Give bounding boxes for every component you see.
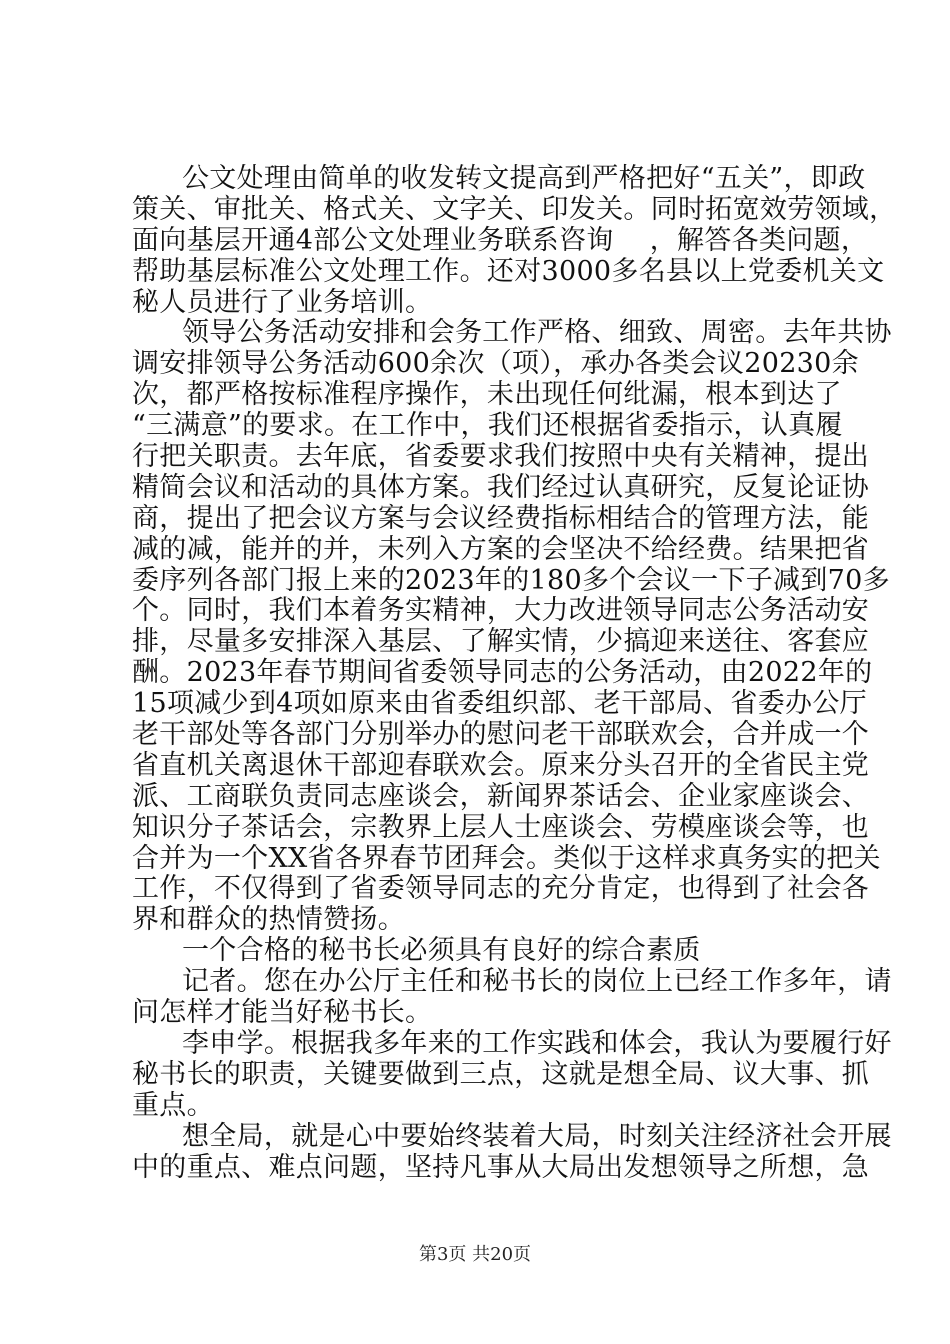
text-line: 知识分子茶话会，宗教界上层人士座谈会、劳模座谈会等，也 [132, 811, 870, 843]
text-line: 领导公务活动安排和会务工作严格、细致、周密。去年共协 [182, 317, 892, 349]
text-line: 问怎样才能当好秘书长。 [132, 997, 433, 1029]
text-line: 合并为一个XX省各界春节团拜会。类似于这样求真务实的把关 [132, 842, 881, 874]
text-line: 调安排领导公务活动600余次（项），承办各类会议20230余 [132, 348, 859, 380]
text-line: 中的重点、难点问题，坚持凡事从大局出发想领导之所想，急 [132, 1151, 870, 1183]
text-line: 精简会议和活动的具体方案。我们经过认真研究，反复论证协 [132, 471, 870, 503]
text-line: 面向基层开通4部公文处理业务联系咨询 ，解答各类问题， [132, 224, 869, 256]
section-heading: 一个合格的秘书长必须具有良好的综合素质 [182, 935, 701, 967]
text-line: 公文处理由简单的收发转文提高到严格把好“五关”，即政 [182, 163, 866, 194]
text-line: 酬。2023年春节期间省委领导同志的公务活动，由2022年的 [132, 657, 873, 689]
text-line: 减的减，能并的并，未列入方案的会坚决不给经费。结果把省 [132, 533, 870, 565]
text-line: 界和群众的热情赞扬。 [132, 904, 405, 936]
text-line: 秘人员进行了业务培训。 [132, 286, 433, 318]
text-line: 帮助基层标准公文处理工作。还对3000多名县以上党委机关文 [132, 255, 885, 287]
document-body [132, 163, 897, 1183]
text-line: 商，提出了把会议方案与会议经费指标相结合的管理方法，能 [132, 502, 870, 534]
text-line: 工作，不仅得到了省委领导同志的充分肯定，也得到了社会各 [132, 873, 870, 905]
text-line: 委序列各部门报上来的2023年的180多个会议一下子减到70多 [132, 564, 890, 596]
text-line: 记者。您在办公厅主任和秘书长的岗位上已经工作多年，请 [182, 966, 892, 998]
text-line: “三满意”的要求。在工作中，我们还根据省委指示，认真履 [132, 410, 843, 442]
text-line: 排，尽量多安排深入基层、了解实情，少搞迎来送往、客套应 [132, 626, 870, 658]
text-line: 15项减少到4项如原来由省委组织部、老干部局、省委办公厅 [132, 688, 867, 720]
text-line: 个。同时，我们本着务实精神，大力改进领导同志公务活动安 [132, 595, 870, 627]
page-footer [0, 1240, 950, 1266]
text-line: 李申学。根据我多年来的工作实践和体会，我认为要履行好 [182, 1027, 892, 1059]
text-line: 次，都严格按标准程序操作，未出现任何纰漏，根本到达了 [132, 379, 842, 411]
page-number-label: 第3页 共20页 [418, 1244, 532, 1265]
text-line: 行把关职责。去年底，省委要求我们按照中央有关精神，提出 [132, 441, 870, 473]
text-line: 老干部处等各部门分别举办的慰问老干部联欢会，合并成一个 [132, 719, 870, 751]
text-line: 秘书长的职责，关键要做到三点，这就是想全局、议大事、抓 [132, 1058, 870, 1090]
text-line: 重点。 [132, 1089, 214, 1121]
text-line: 派、工商联负责同志座谈会，新闻界茶话会、企业家座谈会、 [132, 780, 870, 812]
text-line: 省直机关离退休干部迎春联欢会。原来分头召开的全省民主党 [132, 749, 870, 781]
text-line: 想全局，就是心中要始终装着大局，时刻关注经济社会开展 [182, 1120, 892, 1152]
text-line: 策关、审批关、格式关、文字关、印发关。同时拓宽效劳领域， [132, 193, 897, 225]
